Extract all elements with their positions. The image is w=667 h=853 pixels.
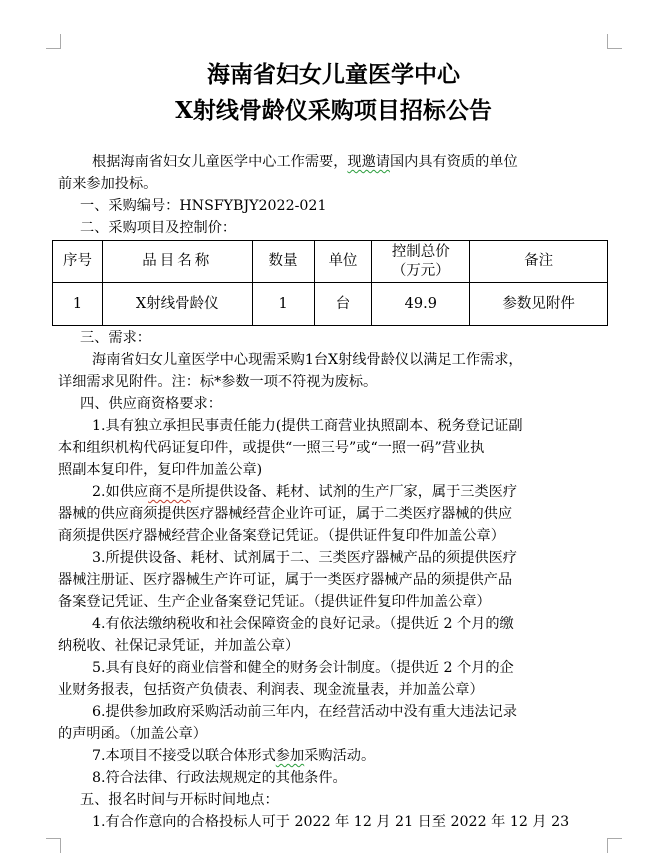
qualification-5-line1: 5.具有良好的商业信誉和健全的财务会计制度。（提供近 2 个月的企 <box>92 660 514 676</box>
page-corner-mark <box>607 838 622 853</box>
procurement-table <box>52 240 608 326</box>
header-remark: 备注 <box>470 241 608 283</box>
qualification-1-line2: 本和组织机构代码证复印件，或提供“一照三号”或“一照一码”营业执 <box>58 440 485 456</box>
qualification-1-line3: 照副本复印件，复印件加盖公章) <box>58 462 263 478</box>
spellcheck-mark: 现邀请 <box>347 154 390 170</box>
qualification-2-line2: 器械的供应商须提供医疗器械经营企业许可证，属于二类医疗器械的供应 <box>58 506 513 522</box>
table-header-row <box>53 241 608 283</box>
spellcheck-mark: 参加 <box>275 748 305 764</box>
qualification-2-line3: 商须提供医疗器械经营企业备案登记凭证。（提供证件复印件加盖公章） <box>58 528 505 544</box>
section-qualifications-heading: 四、供应商资格要求： <box>80 396 222 412</box>
page-corner-mark <box>607 34 622 49</box>
section-items-heading: 二、采购项目及控制价： <box>80 220 237 236</box>
qualification-4-line2: 纳税收、社保记录凭证，并加盖公章） <box>58 638 300 654</box>
section-requirements-heading: 三、需求： <box>80 330 151 346</box>
qualification-3-line2: 器械注册证、医疗器械生产许可证，属于一类医疗器械产品的须提供产品 <box>58 572 513 588</box>
section-registration-heading: 五、报名时间与开标时间地点： <box>80 792 279 808</box>
page-corner-mark <box>46 34 61 49</box>
registration-line1: 1.有合作意向的合格投标人可于 2022 年 12 月 21 日至 2022 年 12 月 23 <box>92 814 570 830</box>
header-unit: 单位 <box>314 241 372 283</box>
cell-unit: 台 <box>314 283 372 326</box>
cell-item-name: X射线骨龄仪 <box>102 283 252 326</box>
qualification-3-line1: 3.所提供设备、耗材、试剂属于二、三类医疗器械产品的须提供医疗 <box>92 550 517 566</box>
section-procurement-number: 一、采购编号：HNSFYBJY2022-021 <box>80 198 327 214</box>
qualification-3-line3: 备案登记凭证、生产企业备案登记凭证。（提供证件复印件加盖公章） <box>58 594 491 610</box>
document-title-line2: X射线骨龄仪采购项目招标公告 <box>175 97 492 124</box>
requirements-line2: 详细需求见附件。注：标*参数一项不符视为废标。 <box>58 374 378 390</box>
qualification-7: 7.本项目不接受以联合体形式参加采购活动。 <box>92 748 376 764</box>
header-control-price: 控制总价 （万元） <box>372 241 470 283</box>
cell-remark: 参数见附件 <box>470 283 608 326</box>
qualification-6-line2: 的声明函。（加盖公章） <box>58 726 207 742</box>
header-item-name: 品目名称 <box>102 241 252 283</box>
qualification-2-line1: 2.如供应商不是所提供设备、耗材、试剂的生产厂家，属于三类医疗 <box>92 484 518 500</box>
qualification-1-line1: 1.具有独立承担民事责任能力(提供工商营业执照副本、税务登记证副 <box>92 418 523 434</box>
spellcheck-mark: 商不是 <box>148 484 191 500</box>
intro-line1: 根据海南省妇女儿童医学中心工作需要，现邀请国内具有资质的单位 <box>92 154 518 170</box>
qualification-8: 8.符合法律、行政法规规定的其他条件。 <box>92 770 347 786</box>
table-row <box>53 283 608 326</box>
header-quantity: 数量 <box>252 241 314 283</box>
qualification-4-line1: 4.有依法缴纳税收和社会保障资金的良好记录。（提供近 2 个月的缴 <box>92 616 514 632</box>
cell-quantity: 1 <box>252 283 314 326</box>
qualification-6-line1: 6.提供参加政府采购活动前三年内，在经营活动中没有重大违法记录 <box>92 704 517 720</box>
header-seq: 序号 <box>53 241 103 283</box>
intro-line2: 前来参加投标。 <box>58 176 158 192</box>
cell-price: 49.9 <box>372 283 470 326</box>
qualification-5-line2: 业财务报表，包括资产负债表、利润表、现金流量表，并加盖公章） <box>58 682 484 698</box>
cell-seq: 1 <box>53 283 103 326</box>
document-title-line1: 海南省妇女儿童医学中心 <box>207 61 460 88</box>
requirements-line1: 海南省妇女儿童医学中心现需采购1台X射线骨龄仪以满足工作需求， <box>92 352 523 368</box>
page-corner-mark <box>46 838 61 853</box>
